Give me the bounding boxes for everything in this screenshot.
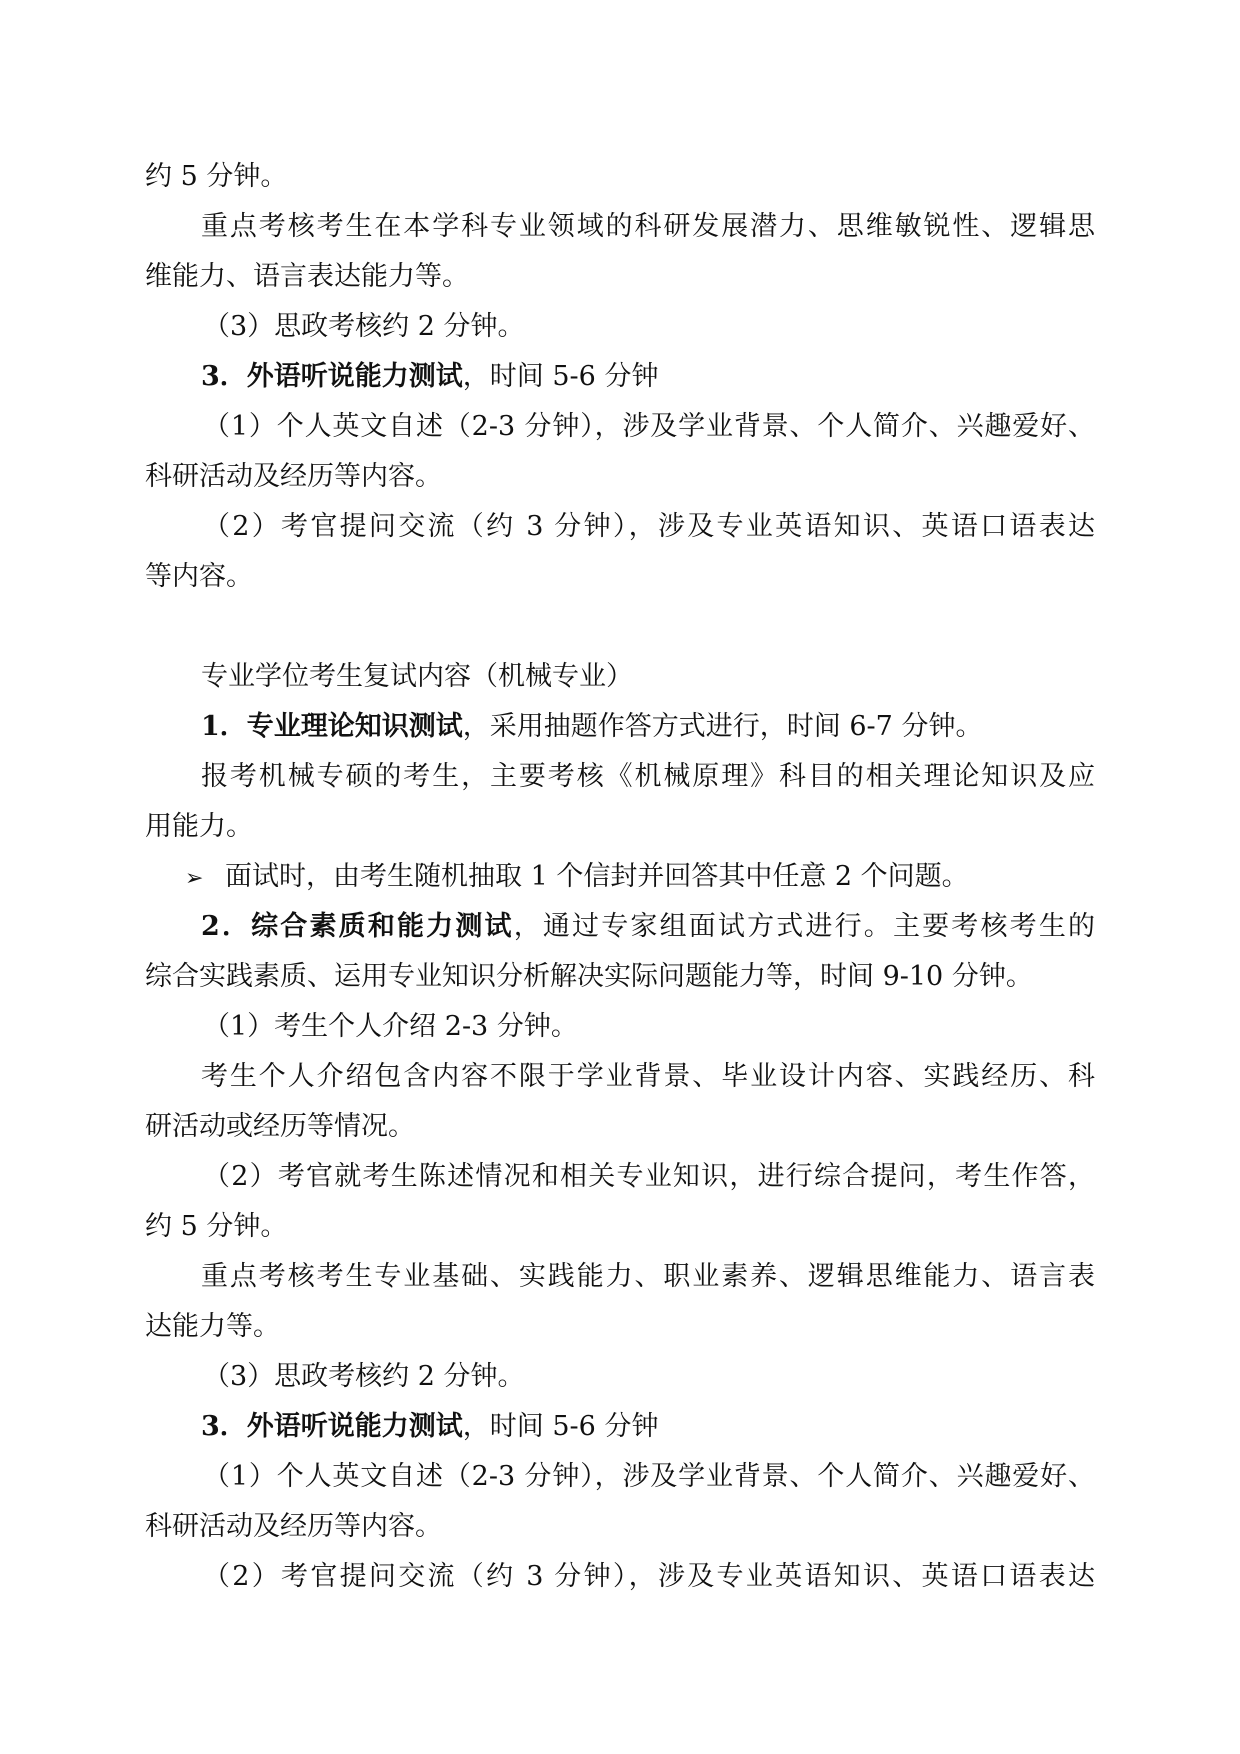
heading-bold-text: 3．外语听说能力测试	[201, 361, 463, 392]
section-heading-1	[145, 702, 1095, 752]
text-line: 科研活动及经历等内容。	[145, 1511, 442, 1542]
section-title: 专业学位考生复试内容（机械专业）	[201, 661, 633, 692]
section-heading-3	[145, 1402, 1095, 1452]
heading-bold-text: 1．专业理论知识测试	[201, 711, 463, 742]
text-line: （2）考官提问交流（约 3 分钟），涉及专业英语知识、英语口语表达	[203, 511, 1095, 542]
spacer	[145, 602, 1095, 652]
arrow-bullet-icon: ➢	[185, 866, 204, 891]
heading-rest-text: ，时间 5-6 分钟	[462, 361, 659, 392]
text-line: 报考机械专硕的考生，主要考核《机械原理》科目的相关理论知识及应	[201, 761, 1095, 792]
text-line: 等内容。	[145, 561, 253, 592]
bullet-text: 面试时，由考生随机抽取 1 个信封并回答其中任意 2 个问题。	[225, 861, 969, 892]
text-line: 约 5 分钟。	[145, 161, 288, 192]
heading-rest-text: ，通过专家组面试方式进行。主要考核考生的	[513, 911, 1095, 942]
text-line: （1）个人英文自述（2-3 分钟），涉及学业背景、个人简介、兴趣爱好、	[203, 1461, 1095, 1492]
document-page	[145, 152, 1095, 1602]
text-line: 维能力、语言表达能力等。	[145, 261, 469, 292]
section-heading-2	[145, 902, 1095, 952]
heading-bold-text: 2．综合素质和能力测试	[201, 911, 514, 942]
text-line: 约 5 分钟。	[145, 1211, 288, 1242]
text-line: 用能力。	[145, 811, 253, 842]
section-heading-3	[145, 352, 1095, 402]
text-line: 重点考核考生在本学科专业领域的科研发展潜力、思维敏锐性、逻辑思	[201, 211, 1095, 242]
heading-rest-text: ，时间 5-6 分钟	[462, 1411, 659, 1442]
text-line: 达能力等。	[145, 1311, 280, 1342]
bullet-item	[145, 852, 1095, 902]
text-line: 科研活动及经历等内容。	[145, 461, 442, 492]
text-line: （2）考官提问交流（约 3 分钟），涉及专业英语知识、英语口语表达	[203, 1561, 1095, 1592]
text-line: 综合实践素质、运用专业知识分析解决实际问题能力等，时间 9-10 分钟。	[145, 961, 1033, 992]
text-line: （1）个人英文自述（2-3 分钟），涉及学业背景、个人简介、兴趣爱好、	[203, 411, 1095, 442]
text-line: （3）思政考核约 2 分钟。	[203, 311, 525, 342]
text-line: （3）思政考核约 2 分钟。	[203, 1361, 525, 1392]
text-line: 重点考核考生专业基础、实践能力、职业素养、逻辑思维能力、语言表	[201, 1261, 1095, 1292]
text-line: （1）考生个人介绍 2-3 分钟。	[203, 1011, 578, 1042]
heading-rest-text: ，采用抽题作答方式进行，时间 6-7 分钟。	[462, 711, 983, 742]
text-line: （2）考官就考生陈述情况和相关专业知识，进行综合提问，考生作答，	[203, 1161, 1095, 1192]
text-line: 考生个人介绍包含内容不限于学业背景、毕业设计内容、实践经历、科	[201, 1061, 1095, 1092]
heading-bold-text: 3．外语听说能力测试	[201, 1411, 463, 1442]
text-line: 研活动或经历等情况。	[145, 1111, 415, 1142]
